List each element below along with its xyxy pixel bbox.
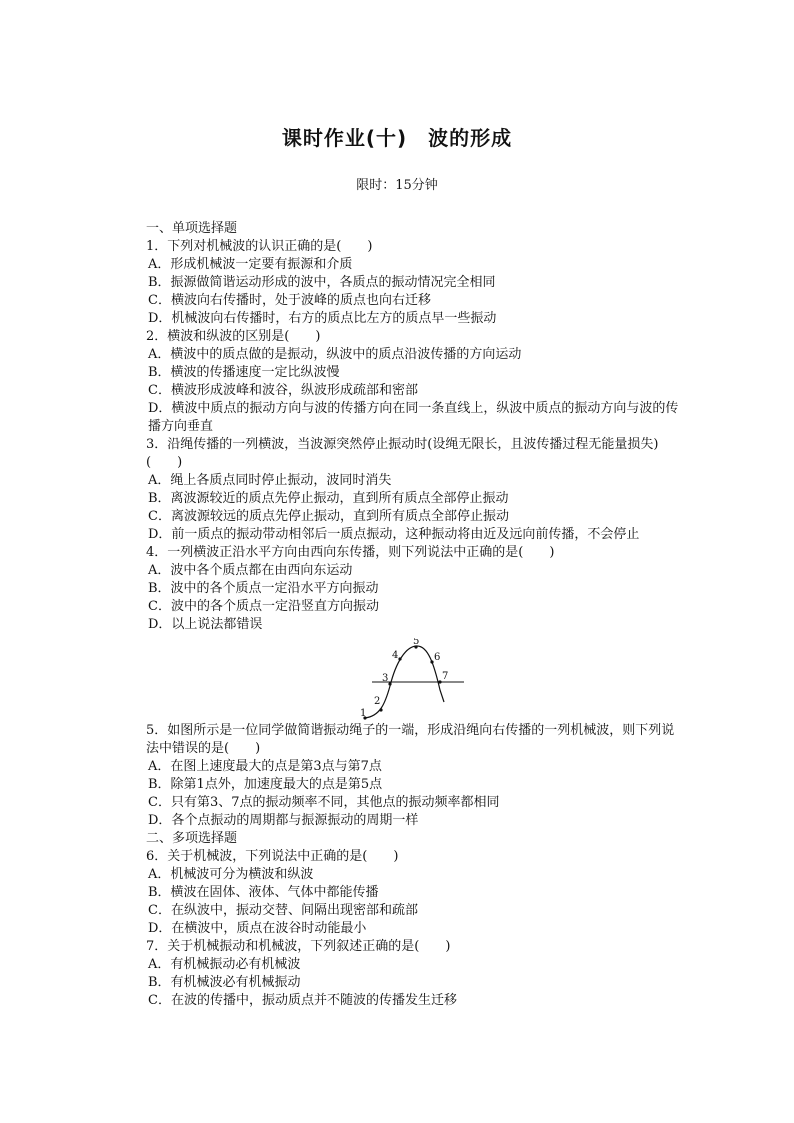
option: C．离波源较远的质点先停止振动，直到所有质点全部停止振动 [148,509,509,524]
option: C．只有第3、7点的振动频率不同，其他点的振动频率都相同 [148,795,500,810]
point-label-2: 2 [374,696,381,707]
question-stem: 3．沿绳传播的一列横波，当波源突然停止振动时(设绳无限长，且波传播过程无能量损失)( ) [146,437,659,470]
option: B．有机械波必有机械振动 [148,975,301,990]
option: D．以上说法都错误 [148,617,263,632]
option: A．绳上各质点同时停止振动，波同时消失 [148,473,392,488]
point-label-4: 4 [392,650,399,661]
option: D．横波中质点的振动方向与波的传播方向在同一条直线上，纵波中质点的振动方向与波的传播方向垂直 [148,401,679,434]
page-title: 课时作业(十) 波的形成 [281,126,513,150]
option: D．在横波中，质点在波谷时动能最小 [148,921,367,936]
option: D．各个点振动的周期都与振源振动的周期一样 [148,813,419,828]
point-label-3: 3 [382,673,389,684]
point-3 [388,682,391,685]
question-stem: 2．横波和纵波的区别是( ) [146,329,321,344]
option: A．形成机械波一定要有振源和介质 [148,257,353,272]
question-list [120,220,680,1010]
option: A．在图上速度最大的点是第3点与第7点 [148,759,382,774]
point-4 [398,657,401,660]
question-stem: 5．如图所示是一位同学做简谐振动绳子的一端，形成沿绳向右传播的一列机械波，则下列说法中错误的是( ) [146,723,675,756]
option: C．波中的各个质点一定沿竖直方向振动 [148,599,379,614]
option: B．离波源较近的质点先停止振动，直到所有质点全部停止振动 [148,491,509,506]
time-limit: 限时：15分钟 [356,178,438,193]
option: B．除第1点外，加速度最大的点是第5点 [148,777,383,792]
point-label-7: 7 [442,671,449,682]
point-label-1: 1 [360,708,367,719]
question-stem: 7．关于机械振动和机械波，下列叙述正确的是( ) [146,939,451,954]
option: A．横波中的质点做的是振动，纵波中的质点沿波传播的方向运动 [148,347,522,362]
option: D．机械波向右传播时，右方的质点比左方的质点早一些振动 [148,311,497,326]
option: B．振源做简谐运动形成的波中，各质点的振动情况完全相同 [148,275,496,290]
point-2 [379,708,382,711]
option: C．在纵波中，振动交替、间隔出现密部和疏部 [148,903,418,918]
option: A．有机械振动必有机械波 [148,957,301,972]
point-label-5: 5 [413,638,420,647]
section-heading: 二、多项选择题 [146,831,238,846]
question-stem: 4．一列横波正沿水平方向由西向东传播，则下列说法中正确的是( ) [146,545,555,560]
wave-figure [360,638,470,720]
option: B．横波的传播速度一定比纵波慢 [148,365,340,380]
option: B．横波在固体、液体、气体中都能传播 [148,885,379,900]
option: C．横波向右传播时，处于波峰的质点也向右迁移 [148,293,431,308]
option: C．在波的传播中，振动质点并不随波的传播发生迁移 [148,993,457,1008]
section-heading: 一、单项选择题 [146,221,238,236]
question-stem: 6．关于机械波，下列说法中正确的是( ) [146,849,399,864]
point-label-6: 6 [434,652,441,663]
option: A．机械波可分为横波和纵波 [148,867,314,882]
option: A．波中各个质点都在由西向东运动 [148,563,353,578]
option: C．横波形成波峰和波谷，纵波形成疏部和密部 [148,383,418,398]
option: D．前一质点的振动带动相邻后一质点振动，这种振动将由近及远向前传播，不会停止 [148,527,640,542]
question-stem: 1．下列对机械波的认识正确的是( ) [146,239,373,254]
option: B．波中的各个质点一定沿水平方向振动 [148,581,379,596]
